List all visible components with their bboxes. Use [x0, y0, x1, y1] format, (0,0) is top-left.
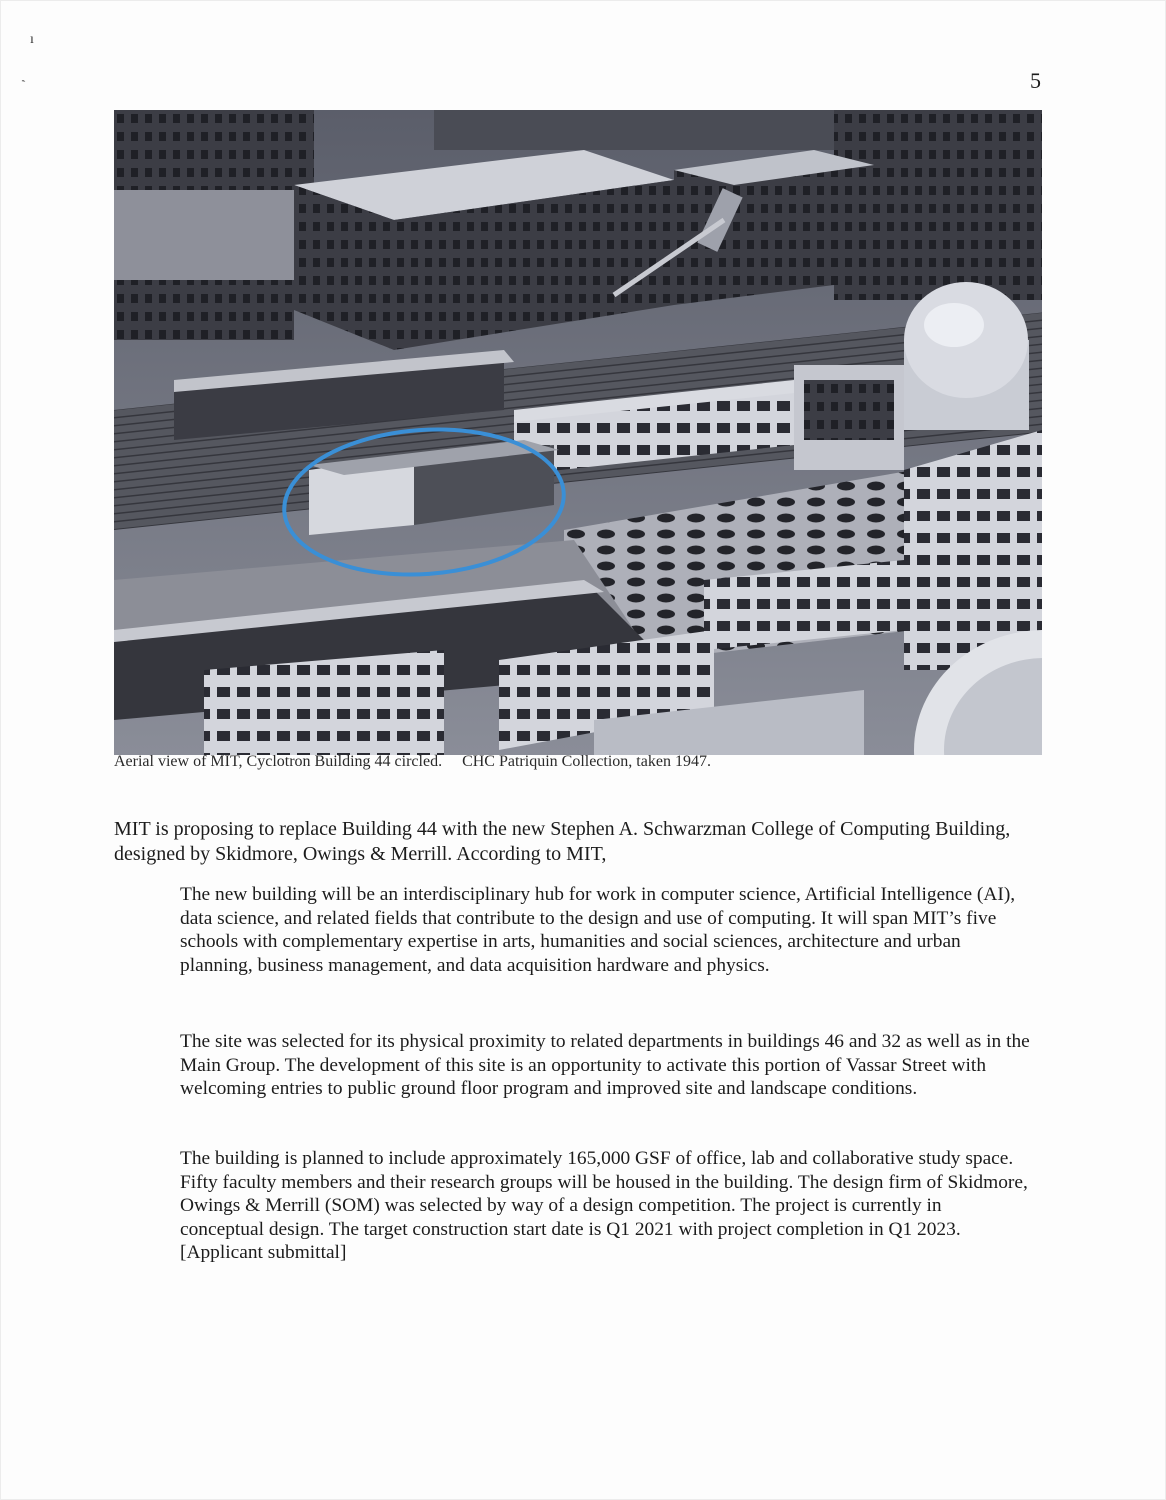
caption-credit: CHC Patriquin Collection, taken 1947.	[462, 753, 711, 770]
scan-mark: ˋ	[20, 77, 32, 94]
quote-paragraph: The site was selected for its physical proximity to related departments in buildings 46 and 32 as well as in the Main Group. The development of this site is an opportunity to activate this portion of Vassar Street with welcoming entries to public ground floor program and improved site and landscape conditions.	[180, 1031, 1030, 1099]
caption-description: Aerial view of MIT, Cyclotron Building 44 circled.	[114, 753, 443, 770]
page-number: 5	[1030, 68, 1041, 93]
aerial-photo	[114, 110, 1042, 755]
photo-caption	[114, 753, 711, 771]
scan-mark: ı	[30, 32, 34, 47]
quote-paragraph: The new building will be an interdisciplinary hub for work in computer science, Artificial Intelligence (AI), data science, and related fields that contribute to the design and use of computing. It will span MIT’s five schools with complementary expertise in arts, humanities and social sciences, architecture and urban planning, business management, and data acquisition hardware and physics.	[180, 884, 1016, 976]
quote-paragraph: The building is planned to include approximately 165,000 GSF of office, lab and collaborative study space. Fifty faculty members and their research groups will be housed in the building. The design firm of Skidmore, Owings & Merrill (SOM) was selected by way of a design competition. The project is currently in conceptual design. The target construction start date is Q1 2021 with project completion in Q1 2023. [Applicant submittal]	[180, 1148, 1028, 1263]
intro-paragraph: MIT is proposing to replace Building 44 with the new Stephen A. Schwarzman College of Computing Building, designed by Skidmore, Owings & Merrill. According to MIT,	[114, 818, 1011, 865]
aerial-photo-illustration	[114, 110, 1042, 755]
